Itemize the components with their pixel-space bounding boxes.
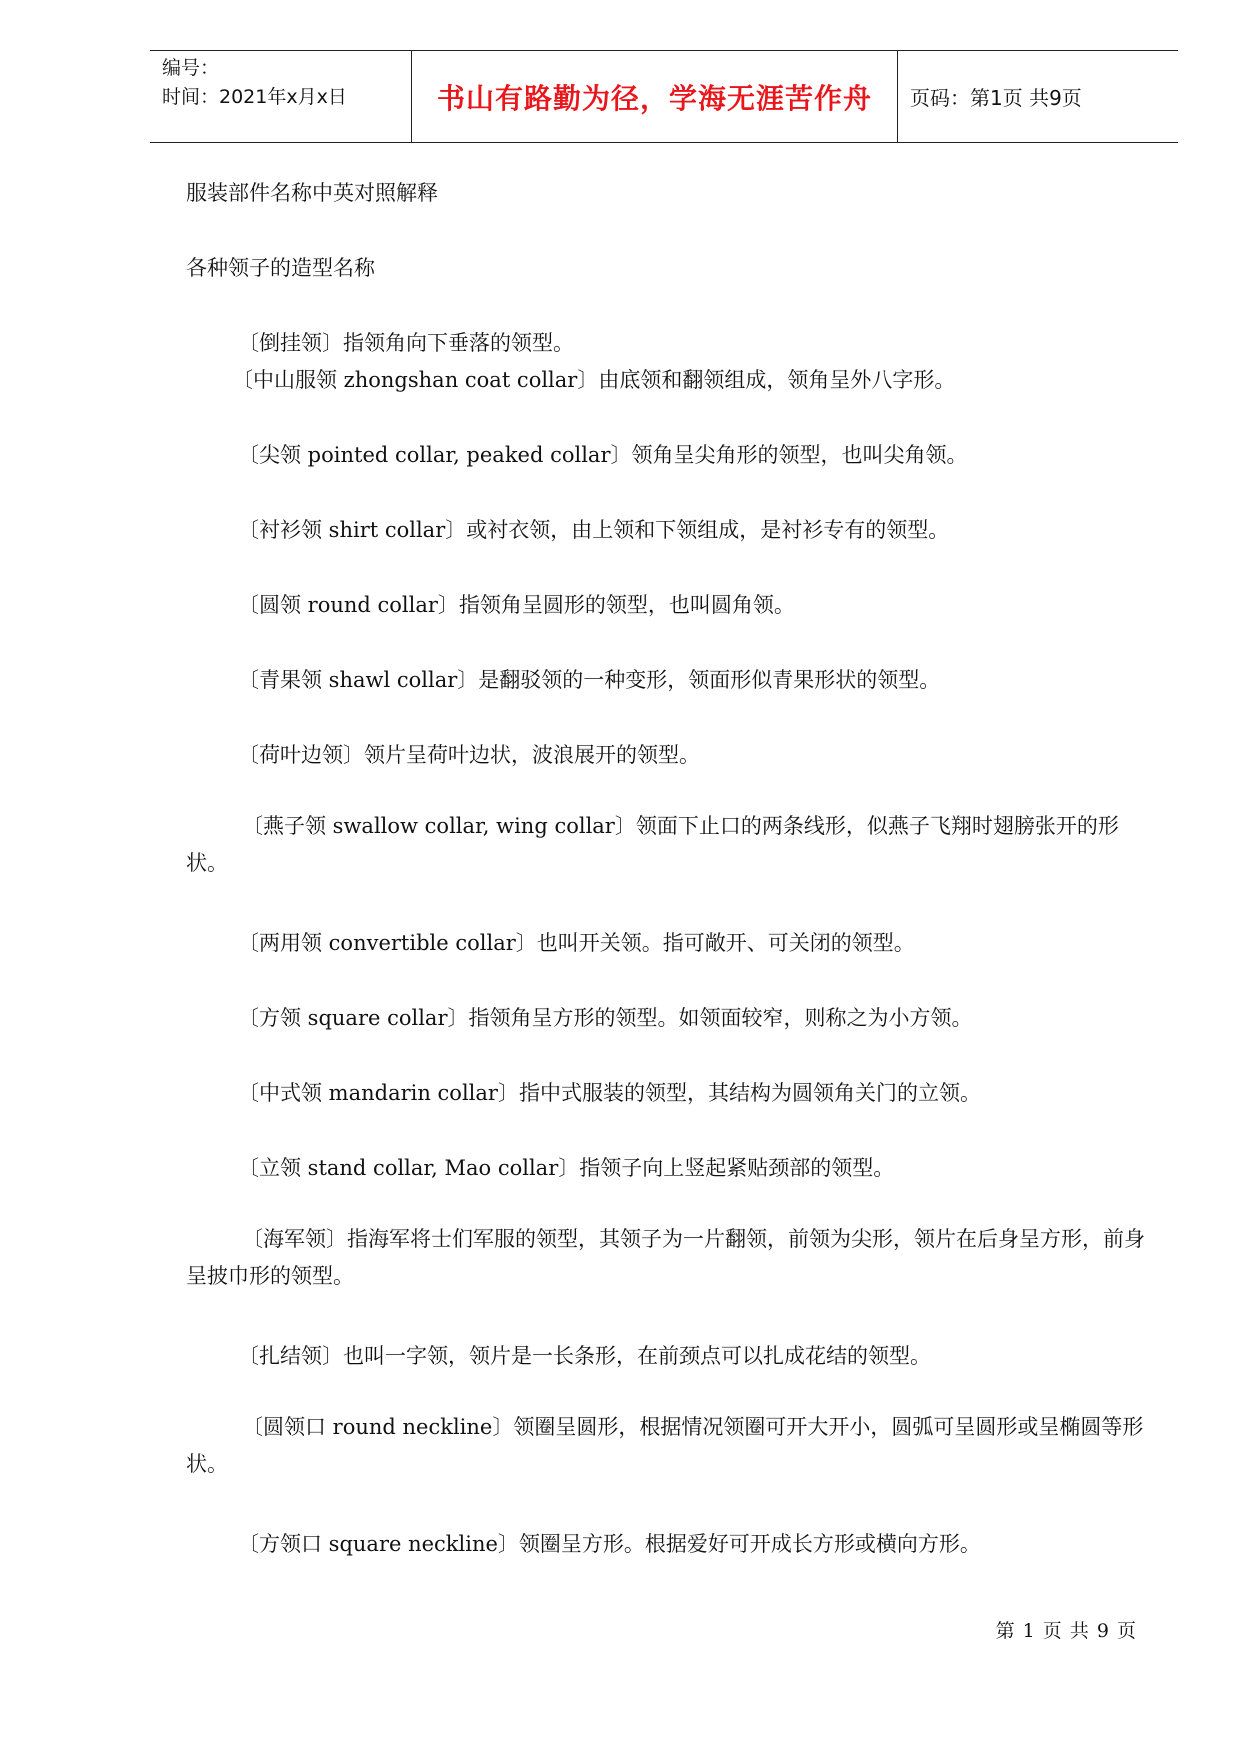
entry-13: 〔扎结领〕也叫一字领，领片是一长条形，在前颈点可以扎成花结的领型。 xyxy=(238,1344,931,1368)
header-meta xyxy=(150,51,412,142)
entry-15: 〔方领口 square neckline〕领圈呈方形。根据爱好可开成长方形或横向方形。 xyxy=(238,1532,981,1556)
entry-11: 〔立领 stand collar, Mao collar〕指领子向上竖起紧贴颈部的领型。 xyxy=(238,1156,895,1180)
section-heading: 各种领子的造型名称 xyxy=(186,256,375,280)
header-motto: 书山有路勤为径，学海无涯苦作舟 xyxy=(412,51,898,142)
document-time-label: 时间：2021年x月x日 xyxy=(162,86,347,108)
entry-5: 〔青果领 shawl collar〕是翻驳领的一种变形，领面形似青果形状的领型。 xyxy=(238,668,941,692)
page-footer: 第 1 页 共 9 页 xyxy=(995,1620,1137,1642)
entry-12: 〔海军领〕指海军将士们军服的领型，其领子为一片翻领，前领为尖形，领片在后身呈方形，前身呈披巾形的领型。 xyxy=(186,1227,1145,1288)
entry-3: 〔衬衫领 shirt collar〕或衬衣领，由上领和下领组成，是衬衫专有的领型。 xyxy=(238,518,950,542)
entry-0: 〔倒挂领〕指领角向下垂落的领型。 xyxy=(238,331,574,355)
entry-6: 〔荷叶边领〕领片呈荷叶边状，波浪展开的领型。 xyxy=(238,743,700,767)
entry-10: 〔中式领 mandarin collar〕指中式服装的领型，其结构为圆领角关门的立领。 xyxy=(238,1081,981,1105)
document-title: 服装部件名称中英对照解释 xyxy=(186,181,438,205)
document-number-label: 编号： xyxy=(162,57,220,79)
header-page-info: 页码：第1页 共9页 xyxy=(910,86,1082,110)
entry-9: 〔方领 square collar〕指领角呈方形的领型。如领面较窄，则称之为小方领。 xyxy=(238,1006,973,1030)
entry-2: 〔尖领 pointed collar, peaked collar〕领角呈尖角形的领型，也叫尖角领。 xyxy=(238,443,968,467)
entry-4: 〔圆领 round collar〕指领角呈圆形的领型，也叫圆角领。 xyxy=(238,593,795,617)
entry-7: 〔燕子领 swallow collar, wing collar〕领面下止口的两条线形，似燕子飞翔时翅膀张开的形状。 xyxy=(186,814,1119,875)
entry-8: 〔两用领 convertible collar〕也叫开关领。指可敞开、可关闭的领型。 xyxy=(238,931,915,955)
entry-1: 〔中山服领 zhongshan coat collar〕由底领和翻领组成，领角呈外八字形。 xyxy=(232,368,956,392)
entry-14: 〔圆领口 round neckline〕领圈呈圆形，根据情况领圈可开大开小，圆弧可呈圆形或呈椭圆等形状。 xyxy=(186,1415,1144,1476)
page-header xyxy=(150,50,1178,143)
